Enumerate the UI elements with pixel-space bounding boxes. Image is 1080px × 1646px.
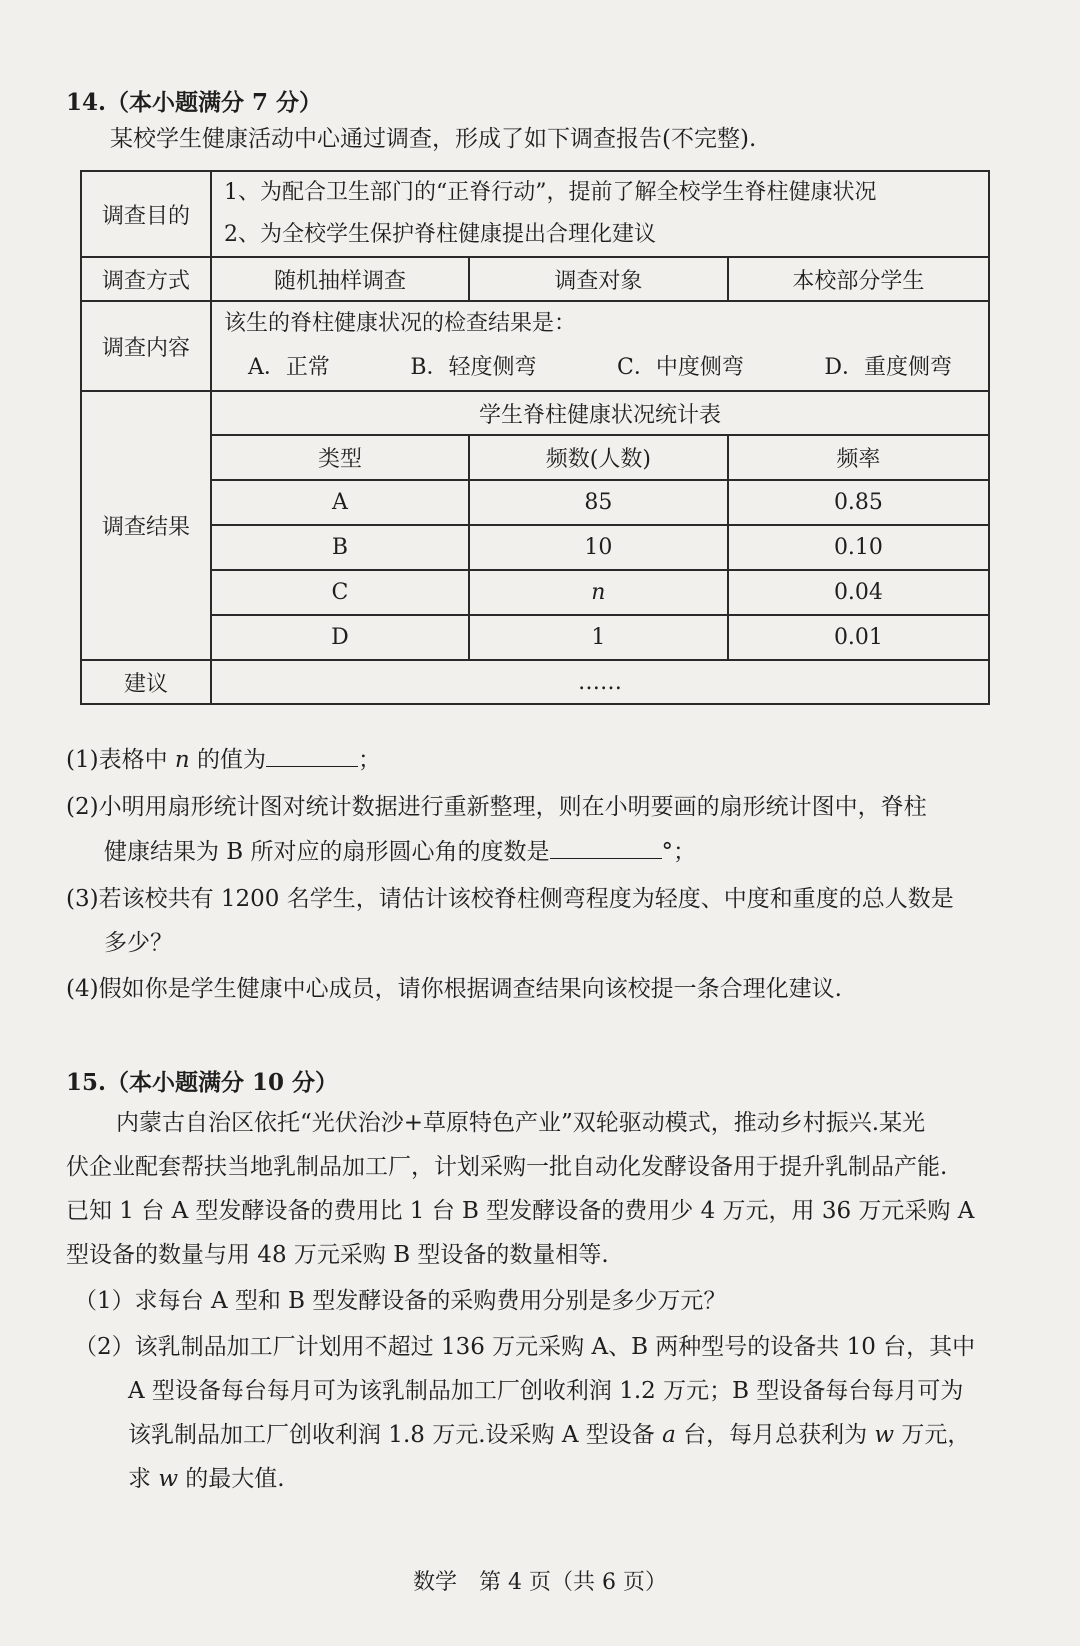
stats-title: 学生脊柱健康状况统计表 — [211, 391, 989, 435]
q15-part2-line4-post: 的最大值. — [178, 1466, 285, 1492]
option-a: A．正常 — [248, 355, 330, 380]
stats-header-freq: 频率 — [728, 435, 989, 480]
content-cell — [211, 301, 989, 391]
q15-part2-line3 — [128, 1420, 970, 1450]
q14-header: 14.（本小题满分 7 分） — [66, 89, 323, 116]
q15-part2-line2: A 型设备每台每月可为该乳制品加工厂创收利润 1.2 万元；B 型设备每台每月可为 — [128, 1378, 964, 1404]
stats-header-count: 频数(人数) — [469, 435, 728, 480]
answer-blank[interactable] — [266, 744, 358, 767]
q15-part2-line4 — [128, 1464, 285, 1494]
content-label: 调查内容 — [81, 301, 211, 391]
var-n: n — [174, 747, 190, 773]
option-b: B．轻度侧弯 — [410, 355, 537, 380]
q14-part1-end: ； — [358, 747, 382, 773]
q15-part2-line3-post: 万元， — [894, 1422, 971, 1448]
q15-para-line2: 伏企业配套帮扶当地乳制品加工厂，计划采购一批自动化发酵设备用于提升乳制品产能. — [66, 1154, 948, 1180]
q15-part2-line4-pre: 求 — [128, 1466, 159, 1492]
q15-part1: （1）求每台 A 型和 B 型发酵设备的采购费用分别是多少万元？ — [74, 1288, 727, 1314]
q14-part3-line1: (3)若该校共有 1200 名学生，请估计该校脊柱侧弯程度为轻度、中度和重度的总人数是 — [66, 886, 954, 912]
q15-part2-line3-pre: 该乳制品加工厂创收利润 1.8 万元.设采购 A 型设备 — [128, 1422, 663, 1448]
q15-para-line4: 型设备的数量与用 48 万元采购 B 型设备的数量相等. — [66, 1242, 609, 1268]
var-a: a — [662, 1422, 676, 1448]
row-type: B — [211, 525, 469, 570]
q15-part2-line3-mid: 台，每月总获利为 — [675, 1422, 875, 1448]
row-count: 10 — [469, 525, 728, 570]
option-d: D．重度侧弯 — [824, 355, 952, 380]
advice-value: …… — [211, 660, 989, 704]
content-options — [212, 346, 988, 390]
row-type: C — [211, 570, 469, 615]
row-type: D — [211, 615, 469, 660]
purpose-label: 调查目的 — [81, 171, 211, 257]
q15-para-line3: 已知 1 台 A 型发酵设备的费用比 1 台 B 型发酵设备的费用少 4 万元，用 36 万元采购 A — [66, 1198, 975, 1224]
stats-header-type: 类型 — [211, 435, 469, 480]
table-row — [81, 480, 989, 525]
method-label: 调查方式 — [81, 257, 211, 301]
row-freq: 0.10 — [728, 525, 989, 570]
q15-part2-line1: （2）该乳制品加工厂计划用不超过 136 万元采购 A、B 两种型号的设备共 10 台，其中 — [74, 1334, 976, 1360]
var-w: w — [874, 1422, 895, 1448]
purpose-line-2: 2、为全校学生保护脊柱健康提出合理化建议 — [224, 222, 656, 247]
q14-part4: (4)假如你是学生健康中心成员，请你根据调查结果向该校提一条合理化建议. — [66, 976, 842, 1002]
q14-part2-text: 健康结果为 B 所对应的扇形圆心角的度数是 — [104, 839, 550, 865]
row-freq: 0.04 — [728, 570, 989, 615]
var-w: w — [158, 1466, 178, 1492]
q14-part1-post: 的值为 — [189, 747, 267, 773]
survey-report-table — [80, 170, 990, 705]
answer-blank[interactable] — [550, 836, 662, 859]
q14-part2-end: °； — [661, 839, 697, 865]
method-value: 随机抽样调查 — [211, 257, 469, 301]
option-c: C．中度侧弯 — [617, 355, 744, 380]
content-question: 该生的脊柱健康状况的检查结果是： — [224, 311, 577, 336]
object-label: 调查对象 — [469, 257, 728, 301]
table-row — [81, 525, 989, 570]
row-freq: 0.85 — [728, 480, 989, 525]
q15-para-line1: 内蒙古自治区依托“光伏治沙+草原特色产业”双轮驱动模式，推动乡村振兴.某光 — [116, 1110, 926, 1136]
q14-intro: 某校学生健康活动中心通过调查，形成了如下调查报告(不完整). — [110, 126, 757, 152]
row-count: n — [469, 570, 728, 615]
page-footer: 数学 第 4 页（共 6 页） — [413, 1570, 667, 1595]
result-label: 调查结果 — [81, 391, 211, 660]
q14-part1 — [66, 744, 381, 775]
row-count: 85 — [469, 480, 728, 525]
purpose-line-1: 1、为配合卫生部门的“正脊行动”，提前了解全校学生脊柱健康状况 — [224, 180, 877, 205]
advice-label: 建议 — [81, 660, 211, 704]
row-freq: 0.01 — [728, 615, 989, 660]
object-value: 本校部分学生 — [728, 257, 989, 301]
q14-part2-line2 — [104, 836, 696, 867]
row-count: 1 — [469, 615, 728, 660]
q14-part2-line1: (2)小明用扇形统计图对统计数据进行重新整理，则在小明要画的扇形统计图中，脊柱 — [66, 794, 927, 820]
q14-part3-line2: 多少？ — [104, 930, 173, 956]
table-row — [81, 570, 989, 615]
table-row — [81, 615, 989, 660]
q15-header: 15.（本小题满分 10 分） — [66, 1069, 339, 1096]
row-type: A — [211, 480, 469, 525]
purpose-cell — [211, 171, 989, 257]
q14-part1-pre: (1)表格中 — [66, 747, 175, 773]
